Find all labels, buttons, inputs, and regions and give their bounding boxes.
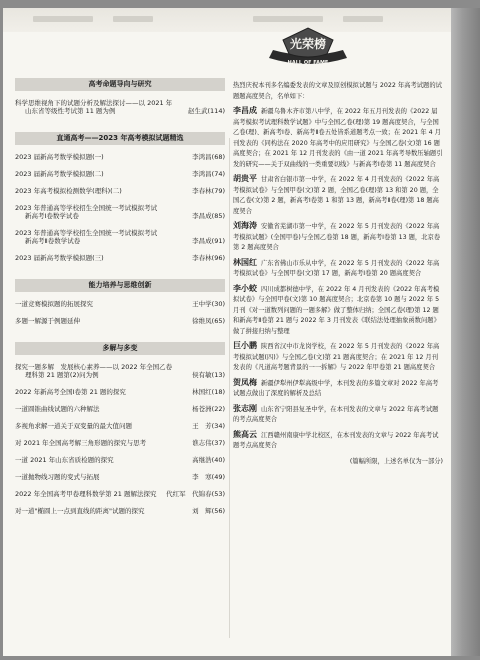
toc-entry[interactable] xyxy=(15,490,225,498)
honoree-name: 李昌成 xyxy=(233,106,257,115)
entry-author: 王 芳(34) xyxy=(192,422,225,430)
entry-title: 多视角求解一道关于双变量的最大值问题 xyxy=(15,422,132,430)
entry-title: 一道圆锥曲线试题的六种解法 xyxy=(15,405,100,413)
toc-entry[interactable] xyxy=(15,363,225,379)
toc-entry[interactable] xyxy=(15,187,225,195)
entry-author: 林国红(18) xyxy=(192,388,225,396)
honoree-name: 贺凤梅 xyxy=(233,377,257,387)
honoree-name: 刘海涛 xyxy=(233,221,257,230)
header-band xyxy=(3,8,451,32)
entry-author: 刘 辉(56) xyxy=(192,507,225,515)
entry-title-cont: 新高考Ⅰ卷数学试卷 xyxy=(25,212,79,220)
entry-title-cont: 新高考Ⅱ卷数学试卷 xyxy=(25,237,81,245)
entry-title: 一道 2021 年山东省质检题的探究 xyxy=(15,456,114,464)
honoree-description: 山东省宁阳县复圣中学，在本刊发表的文章与 2022 年高考试题的考点高度契合 xyxy=(233,405,439,423)
honoree-entry xyxy=(233,341,443,374)
entry-title: 2023 届新高考数学模拟题(二) xyxy=(15,170,104,178)
hall-of-fame-badge xyxy=(263,26,353,70)
toc-entry[interactable] xyxy=(15,153,225,161)
entry-title: 探究一题多解 发展核心素养——以 2022 年全国乙卷 xyxy=(15,363,173,371)
honoree-description: 陕西省汉中市龙岗学校，在 2022 年 5 月刊发表的《2022 年高考模拟试题(四)》与全国乙卷(文)第 21 题高度契合；在 2021 年 12 月刊发表的《凡道高考题背景的一一拆解》与 2022 年甲卷第 21 题高度契合 xyxy=(233,343,440,371)
honoree-entry xyxy=(233,430,443,452)
honoree-entry xyxy=(233,174,443,217)
entry-author: 李 寒(49) xyxy=(192,473,225,481)
honoree-description: 安徽省芜湖市第一中学，在 2022 年 5 月刊发表的《2022 年高考模拟试题》(全国甲卷)与全国乙卷第 18 题，新高考Ⅰ卷第 13 题，北京卷第 2 题高度契合 xyxy=(233,223,441,251)
honoree-name: 巨小鹏 xyxy=(233,341,257,350)
entry-author: 李昌成(91) xyxy=(192,237,225,245)
magazine-page xyxy=(3,8,451,656)
entry-title: 科学思维视角下的试题分析及解法探讨——以 2021 年 xyxy=(15,99,173,107)
entry-title: 一道抛物线习题的变式与拓展 xyxy=(15,473,100,481)
entry-author: 李春林(79) xyxy=(192,187,225,195)
honoree-entry xyxy=(233,106,443,170)
entry-author: 赵生武(114) xyxy=(188,107,225,115)
entry-author: 代红军 代锦春(53) xyxy=(166,490,225,498)
entry-author: 谯志伟(37) xyxy=(192,439,225,447)
entry-title: 2023 年普通高等学校招生全国统一考试模拟考试 xyxy=(15,204,158,212)
toc-entry[interactable] xyxy=(15,388,225,396)
section-heading: 能力培养与思维创新 xyxy=(15,279,225,292)
honoree-description: 广东省佛山市乐从中学，在 2022 年 5 月刊发表的《2022 年高考模拟试卷》与全国甲卷(文)第 17 题，新高考Ⅰ卷第 20 题高度契合 xyxy=(233,259,440,277)
honoree-name: 林国红 xyxy=(233,257,257,267)
toc-entry[interactable] xyxy=(15,405,225,413)
column-divider xyxy=(229,138,230,638)
toc-entry[interactable] xyxy=(15,473,225,481)
toc-entry[interactable] xyxy=(15,170,225,178)
page-edge-shadow xyxy=(451,8,480,656)
toc-entry[interactable] xyxy=(15,456,225,464)
entry-title: 2023 届新高考数学模拟题(一) xyxy=(15,153,104,161)
entry-title: 2023 年高考模拟检测数学(理科)(二) xyxy=(15,187,122,195)
footnote: (篇幅所限，上述名单仅为一部分) xyxy=(349,457,443,465)
entry-title: 2023 年普通高等学校招生全国统一考试模拟考试 xyxy=(15,229,158,237)
toc-entry[interactable] xyxy=(15,254,225,262)
honoree-description: 新疆乌鲁木齐市第八中学，在 2022 年五月刊发表的《2022 届高考模拟考试理科数学试题》中与全国乙卷(理)第 19 题高度契合，与全国乙卷(理)、新高考Ⅰ卷、新高考Ⅱ卷五处皆系道题考点一致；在 2021 年 4 月刊发表的《同构法在 2020 年高考中的应用研究》与全国乙卷(文)第 16 题高度契合；在 2021 年 12 月刊发表的《由一道 2021 年高考导数压轴题引发的研究——关于双曲线的一类重要切线》与新高考Ⅰ卷第 11 题高度契合 xyxy=(233,108,443,168)
honoree-name: 胡贵平 xyxy=(233,174,257,183)
entry-author: 杨苍洲(22) xyxy=(192,405,225,413)
honoree-description: 新疆伊犁州伊犁高级中学，本刊发表的多篇文章对 2022 年高考试题点做出了深度的解析及总结 xyxy=(233,379,439,397)
entry-author: 李春林(96) xyxy=(192,254,225,262)
honoree-name: 熊高云 xyxy=(233,429,257,439)
entry-author: 王中学(30) xyxy=(192,300,225,308)
section-heading: 高考命题导向与研究 xyxy=(15,78,225,91)
toc-entry[interactable] xyxy=(15,317,225,325)
entry-author: 侯有敏(13) xyxy=(192,371,225,379)
entry-title: 一道竞赛模拟题的拓展探究 xyxy=(15,300,93,308)
badge-subtitle: HALL OF FAME xyxy=(287,60,329,66)
badge-title: 光荣榜 xyxy=(289,37,327,51)
entry-author: 徐维凤(65) xyxy=(192,317,225,325)
honoree-name: 张志刚 xyxy=(233,403,257,413)
entry-title: 多题一解源于例题延伸 xyxy=(15,317,80,325)
toc-entry[interactable] xyxy=(15,99,225,115)
toc-entry[interactable] xyxy=(15,229,225,245)
honoree-entry xyxy=(233,258,443,280)
honoree-entry xyxy=(233,221,443,254)
table-of-contents xyxy=(15,78,225,532)
toc-entry[interactable] xyxy=(15,439,225,447)
intro-text: 热烈庆祝本刊多名编委发表的文章及原创模拟试题与 2022 年高考试题的试题题高度契合，名单如下： xyxy=(233,82,442,100)
honoree-entry xyxy=(233,404,443,426)
entry-author: 李鸿昌(68) xyxy=(192,153,225,161)
section-heading: 多解与多变 xyxy=(15,342,225,355)
toc-entry[interactable] xyxy=(15,422,225,430)
toc-entry[interactable] xyxy=(15,204,225,220)
entry-author: 高继浩(40) xyxy=(192,456,225,464)
entry-author: 李鸿昌(74) xyxy=(192,170,225,178)
hall-of-fame-column xyxy=(233,37,443,465)
entry-title: 2022 年全国高考甲卷理科数学第 21 题解法探究 xyxy=(15,490,157,498)
honoree-name: 李小蛟 xyxy=(233,283,257,293)
honoree-entry xyxy=(233,378,443,400)
entry-title: 2022 年新高考全国Ⅰ卷第 21 题的探究 xyxy=(15,388,126,396)
entry-title: 对一道"椭圆上一点到直线的距离"试题的探究 xyxy=(15,507,145,515)
entry-title-cont: 山东省等级性考试第 11 题为例 xyxy=(25,107,116,115)
honoree-description: 四川成都树德中学，在 2022 年 4 月刊发表的《2022 年高考模拟试卷》与全国甲卷(文)第 10 题高度契合；北京卷第 10 题与 2022 年 5 月刊《对一道数列问题的一题多解》做了整体归纳；全国乙卷(理)第 12 题和新高考Ⅱ卷第 21 题与 2022 年 3 月刊发表《联结法处理抽象函数问题》做了拼接归纳与整理 xyxy=(233,285,440,335)
entry-author: 李昌成(85) xyxy=(192,212,225,220)
entry-title: 对 2021 年全国高考解三角形题的探究与思考 xyxy=(15,439,147,447)
honoree-description: 甘肃省白银市第一中学，在 2022 年 4 月刊发表的《2022 年高考模拟试卷》与全国甲卷(文)第 2 题，全国乙卷(理)第 13 和第 20 题，全国乙卷(文)第 2 题，新高考Ⅰ卷第 1 和第 13 题，新高考Ⅱ卷(理)第 18 题高度契合 xyxy=(233,176,440,215)
entry-title: 2023 届新高考数学模拟题(三) xyxy=(15,254,104,262)
honoree-entry xyxy=(233,284,443,338)
toc-entry[interactable] xyxy=(15,507,225,515)
toc-entry[interactable] xyxy=(15,300,225,308)
entry-title-cont: 理科第 21 题第(2)问为例 xyxy=(25,371,99,379)
section-heading: 直通高考——2023 年高考模拟试题精选 xyxy=(15,132,225,145)
honoree-description: 江西赣州南康中学北校区，在本刊发表的文章与 2022 年高考试题考点高度契合 xyxy=(233,431,439,449)
